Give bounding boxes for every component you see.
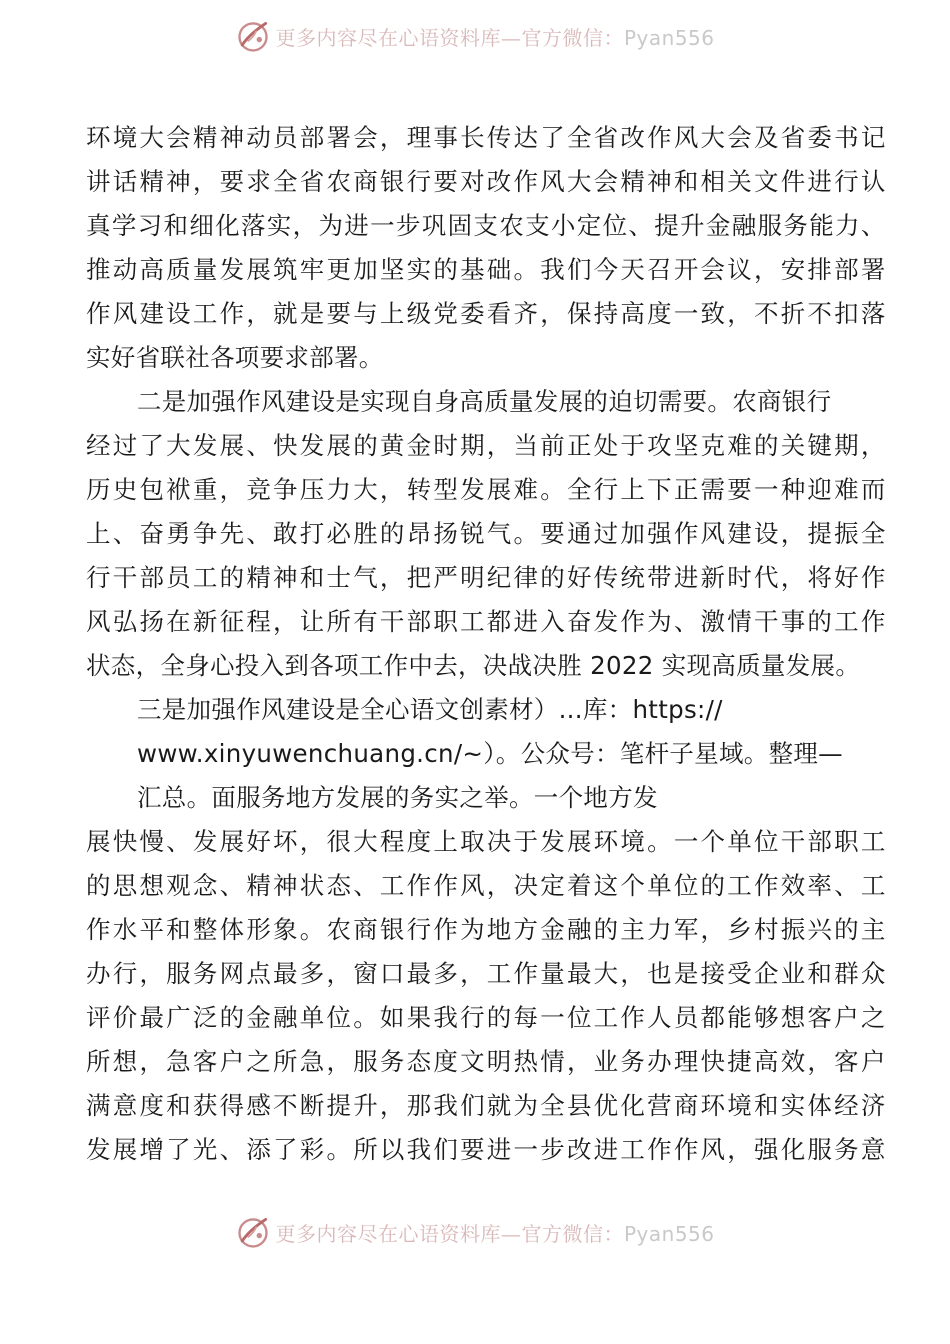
text-line: www.xinyuwenchuang.cn/~）。公众号：笔杆子星域。整理— — [137, 739, 843, 768]
text-line: 状态，全身心投入到各项工作中去，决战决胜 2022 实现高质量发展。 — [86, 651, 861, 680]
brush-seal-logo-icon — [235, 1214, 271, 1250]
text-line: 满 意 度 和 获 得 感 不 断 提 升 ， 那 我 们 就 为 全 县 优 化 营 商 环 境 和 实 体 经 济 — [86, 1091, 886, 1120]
text-line: 推 动 高 质 量 发 展 筑 牢 更 加 坚 实 的 基 础 。 我 们 今 天 召 开 会 议 ， 安 排 部 署 — [86, 255, 886, 284]
document-body — [86, 116, 886, 1172]
watermark-text: 更多内容尽在心语资料库—官方微信： — [275, 25, 624, 50]
text-line: 发 展 增 了 光 、 添 了 彩 。 所 以 我 们 要 进 一 步 改 进 工 作 作 风 ， 强 化 服 务 意 — [86, 1135, 886, 1164]
header-watermark — [0, 14, 950, 58]
text-line: 展 快 慢 、 发 展 好 坏 ， 很 大 程 度 上 取 决 于 发 展 环 境 。 一 个 单 位 干 部 职 工 — [86, 827, 886, 856]
watermark-handle: Pyan556 — [623, 1221, 715, 1246]
paragraph-start-line: 二是加强作风建设是实现自身高质量发展的迫切需要。农商银行 — [137, 387, 832, 416]
text-line: 办 行 ， 服 务 网 点 最 多 ， 窗 口 最 多 ， 工 作 量 最 大 ， 也 是 接 受 企 业 和 群 众 — [86, 959, 886, 988]
text-line: 行 干 部 员 工 的 精 神 和 士 气 ， 把 严 明 纪 律 的 好 传 统 带 进 新 时 代 ， 将 好 作 — [86, 563, 886, 592]
text-line: 作 风 建 设 工 作 ， 就 是 要 与 上 级 党 委 看 齐 ， 保 持 高 度 一 致 ， 不 折 不 扣 落 — [86, 299, 886, 328]
text-line: 实好省联社各项要求部署。 — [86, 343, 384, 372]
text-line: 评 价 最 广 泛 的 金 融 单 位 。 如 果 我 行 的 每 一 位 工 作 人 员 都 能 够 想 客 户 之 — [86, 1003, 886, 1032]
text-line: 上 、 奋 勇 争 先 、 敢 打 必 胜 的 昂 扬 锐 气 。 要 通 过 加 强 作 风 建 设 ， 提 振 全 — [86, 519, 886, 548]
text-line: 环 境 大 会 精 神 动 员 部 署 会 ， 理 事 长 传 达 了 全 省 改 作 风 大 会 及 省 委 书 记 — [86, 123, 886, 152]
text-line: 的 思 想 观 念 、 精 神 状 态 、 工 作 作 风 ， 决 定 着 这 个 单 位 的 工 作 效 率 、 工 — [86, 871, 886, 900]
text-line: 所 想 ， 急 客 户 之 所 急 ， 服 务 态 度 文 明 热 情 ， 业 务 办 理 快 捷 高 效 ， 客 户 — [86, 1047, 886, 1076]
text-line: 经 过 了 大 发 展 、 快 发 展 的 黄 金 时 期 ， 当 前 正 处 于 攻 坚 克 难 的 关 键 期 ， — [86, 431, 886, 460]
text-line: 真 学 习 和 细 化 落 实 ， 为 进 一 步 巩 固 支 农 支 小 定 位 、 提 升 金 融 服 务 能 力 、 — [86, 211, 886, 240]
brush-seal-logo-icon — [235, 18, 271, 54]
text-line: 讲 话 精 神 ， 要 求 全 省 农 商 银 行 要 对 改 作 风 大 会 精 神 和 相 关 文 件 进 行 认 — [86, 167, 886, 196]
footer-watermark — [0, 1210, 950, 1254]
text-line: 作 水 平 和 整 体 形 象 。 农 商 银 行 作 为 地 方 金 融 的 主 力 军 ， 乡 村 振 兴 的 主 — [86, 915, 886, 944]
text-line: 汇总。面服务地方发展的务实之举。一个地方发 — [137, 783, 658, 812]
watermark-text: 更多内容尽在心语资料库—官方微信： — [275, 1221, 624, 1246]
text-line: 风 弘 扬 在 新 征 程 ， 让 所 有 干 部 职 工 都 进 入 奋 发 作 为 、 激 情 干 事 的 工 作 — [86, 607, 886, 636]
watermark-handle: Pyan556 — [623, 25, 715, 50]
text-line: 历 史 包 袱 重 ， 竞 争 压 力 大 ， 转 型 发 展 难 。 全 行 上 下 正 需 要 一 种 迎 难 而 — [86, 475, 886, 504]
paragraph-start-line: 三是加强作风建设是全心语文创素材）...库：https:// — [137, 695, 723, 724]
